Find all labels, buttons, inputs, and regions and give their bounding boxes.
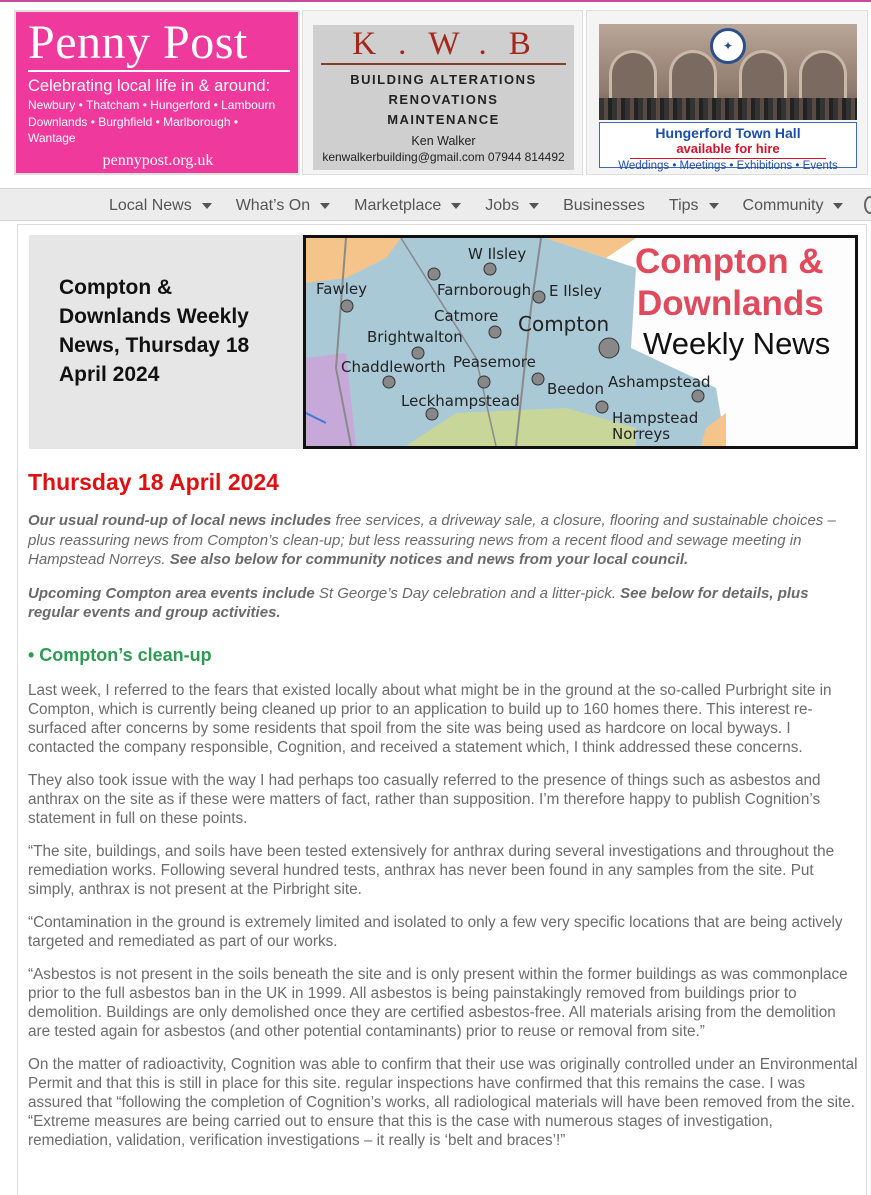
place-marker-ashampstead [692,390,704,402]
place-label-e-ilsley: E Ilsley [549,282,602,300]
nav-item-label: Jobs [485,196,520,214]
place-marker-compton [599,338,619,358]
nav-item-label: Businesses [563,196,645,214]
nav-item-businesses[interactable] [563,189,645,222]
place-marker-catmore [489,326,501,338]
kwb-title: K.W.B [352,26,553,62]
section-heading-compton-clean-up: • Compton’s clean-up [28,644,212,665]
kwb-advert[interactable] [302,10,583,175]
place-label-w-ilsley: W Ilsley [468,245,527,263]
town-hall-uses: Weddings • Meetings • Exhibitions • Events [618,160,838,172]
article-paragraph: “The site, buildings, and soils have been tested extensively for anthrax during several investigations and throughout the remediation works. Following several hundred tests, anthrax has never been found in any samples from the site. Put simply, anthrax is not present at the Pirbright site. [28,842,835,898]
place-label-fawley: Fawley [316,280,367,298]
nav-item-label: Community [742,196,824,214]
article-paragraph: “Asbestos is not present in the soils beneath the site and is only present within the former buildings as was commonplace prior to the full asbestos ban in the UK in 1999. All asbestos is being painstakingly removed from buildings prior to demolition. Buildings are only demolished once they are certified asbestos-free. All materials arising from the demolition are tested again for asbestos (and other potential contaminants) prior to reuse or removal from site.” [28,965,848,1040]
map-title-line-2: Downlands [637,284,824,323]
intro-paragraph-1 [28,511,858,570]
chevron-down-icon [833,203,843,209]
date-heading: Thursday 18 April 2024 [28,469,279,495]
place-marker-fawley-east [428,268,440,280]
town-hall-divider [630,158,826,159]
penny-post-url: pennypost.org.uk [102,152,214,169]
nav-overflow-icon[interactable] [864,196,871,214]
post-container [17,224,867,1195]
chevron-down-icon [451,203,461,209]
nav-item-marketplace[interactable] [354,189,461,222]
nav-item-community[interactable] [743,189,844,222]
place-label-ashampstead: Ashampstead [608,373,711,391]
intro-1-bold: Our usual round-up of local news includes [28,512,332,529]
borough-crest-icon: ✦ [710,28,746,64]
hero-map-banner [303,235,858,449]
penny-post-logo-banner[interactable] [14,10,300,175]
chevron-down-icon [202,203,212,209]
nav-item-label: Tips [668,196,699,214]
chevron-down-icon [709,203,719,209]
kwb-service-1: BUILDING ALTERATIONS [350,72,537,87]
map-title-line-3: Weekly News [643,326,831,361]
nav-item-local-news[interactable] [109,189,212,222]
place-marker-peasemore [478,376,490,388]
area-map [306,238,855,446]
main-nav [0,188,871,221]
nav-item-label: What’s On [235,196,311,214]
article-paragraph: On the matter of radioactivity, Cognition was able to confirm that their use was originally controlled under an Environmental Permit and that this is still in place for this site. regular inspections have confirmed that this remains the case. I was assured that “following the completion of Cognition’s works, all radiological materials will have been removed from the site. “Extreme measures are being carried out to ensure that this is the case with numerous stages of investigation, remediation, validation, verification investigations – it really is ‘belt and braces’!” [28,1055,858,1149]
kwb-advert-card [313,25,574,170]
place-label-farnborough: Farnborough [437,281,532,299]
place-label-norreys: Norreys [612,425,671,443]
article-paragraph: “Contamination in the ground is extremely limited and isolated to only a few very specific locations that are being actively targeted and remediated as part of our works. [28,913,843,950]
kwb-divider [321,63,566,65]
top-accent-line [0,0,871,2]
nav-item-whats-on[interactable] [236,189,330,222]
nav-item-label: Marketplace [354,196,442,214]
place-marker-hampstead-norreys [596,401,608,413]
article-paragraph: Last week, I referred to the fears that existed locally about what might be in the ground at the so-called Purbright site in Compton, which is currently being cleaned up prior to an application to build up to 160 homes there. This interest re-surfaced after concerns by some residents that spoil from the site was being used as hardcore on local byways. I contacted the company responsible, Cognition, and received a statement which, I think addressed these concerns. [28,681,832,756]
place-marker-w-ilsley [484,263,496,275]
place-label-catmore: Catmore [434,307,499,325]
town-hall-photo [599,24,857,120]
place-marker-beedon [532,373,544,385]
place-marker-fawley [341,300,353,312]
town-hall-advert[interactable] [586,10,868,175]
intro-1-text: free services, a driveway sale, a closure, flooring and sustainable choices – plus reassuring news from Compton’s clean-up; but less reassuring news from a recent flood and sewage meeting in Hampstead Norreys. [28,512,836,568]
nav-item-jobs[interactable] [485,189,539,222]
penny-post-divider [28,70,290,72]
place-label-peasemore: Peasemore [453,353,536,371]
penny-post-towns-2: Downlands • Burghfield • Marlborough • Wantage [28,115,239,145]
chevron-down-icon [529,203,539,209]
place-marker-chaddleworth [383,376,395,388]
article-paragraph: They also took issue with the way I had perhaps too casually referred to the presence of things such as asbestos and anthrax on the site as if these were matters of fact, rather than supposition. I’m therefore happy to publish Cognition’s statement in full on these points. [28,771,821,827]
kwb-contact-details: kenwalkerbuilding@gmail.com 07944 814492 [322,150,565,164]
place-label-compton: Compton [518,312,610,336]
town-hall-title: Hungerford Town Hall [655,125,801,141]
map-title-line-1: Compton & [635,242,824,281]
article-body [28,467,858,1150]
photo-crowd [599,98,857,120]
kwb-service-2: RENOVATIONS [388,92,499,107]
intro-paragraph-2 [28,584,858,623]
town-hall-hire: available for hire [676,141,780,156]
nav-item-tips[interactable] [669,189,719,222]
intro-2-bold: Upcoming Compton area events include [28,584,315,602]
intro-2-text: St George’s Day celebration and a litter-pick. [314,584,621,602]
place-label-beedon: Beedon [547,380,604,398]
place-label-chaddleworth: Chaddleworth [341,358,446,376]
kwb-contact-name: Ken Walker [411,134,476,148]
post-title: Compton & Downlands Weekly News, Thursday 18 April 2024 [59,276,250,386]
kwb-service-3: MAINTENANCE [387,112,500,127]
town-hall-card [599,122,857,172]
nav-item-label: Local News [109,196,192,214]
place-label-leckhampstead: Leckhampstead [401,392,520,410]
hero-title-panel [29,235,305,449]
place-label-brightwalton: Brightwalton [367,328,463,346]
place-marker-e-ilsley [533,291,545,303]
intro-1-bold-2: See also below for community notices and news from your local council. [169,551,689,568]
intro-2-bold-2: See below for details, plus regular events and group activities. [28,584,809,621]
place-label-hampstead: Hampstead [612,409,699,427]
chevron-down-icon [320,203,330,209]
penny-post-subtitle: Celebrating local life in & around: [28,77,271,95]
penny-post-towns-1: Newbury • Thatcham • Hungerford • Lambourn [28,98,276,112]
penny-post-title: Penny Post [28,16,248,69]
